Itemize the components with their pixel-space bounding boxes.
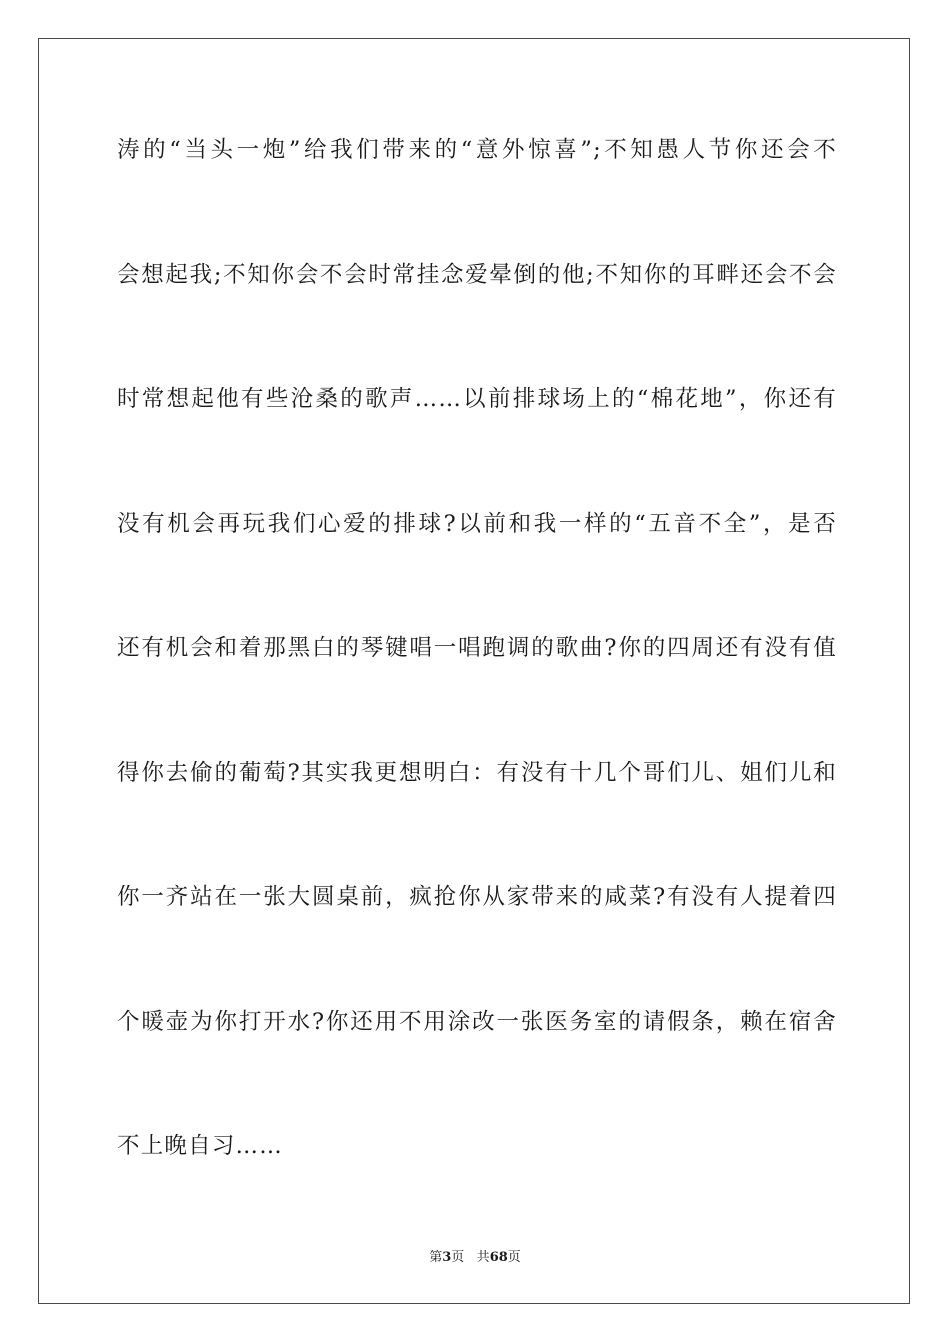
text-line: 你一齐站在一张大圆桌前，疯抢你从家带来的咸菜?有没有人提着四 bbox=[117, 884, 837, 910]
page-suffix: 页 bbox=[451, 1250, 465, 1265]
text-line: 还有机会和着那黑白的琴键唱一唱跑调的歌曲?你的四周还有没有值 bbox=[117, 635, 837, 661]
total-prefix: 共 bbox=[476, 1250, 490, 1265]
text-line: 得你去偷的葡萄?其实我更想明白：有没有十几个哥们儿、姐们儿和 bbox=[117, 759, 837, 786]
text-line: 没有机会再玩我们心爱的排球?以前和我一样的“五音不全”，是否 bbox=[117, 510, 837, 537]
document-body bbox=[117, 120, 837, 1241]
text-line: 时常想起他有些沧桑的歌声……以前排球场上的“棉花地”，你还有 bbox=[117, 386, 837, 412]
total-pages: 68 bbox=[489, 1250, 508, 1265]
page-prefix: 第 bbox=[429, 1250, 443, 1265]
page-number: 3 bbox=[442, 1250, 452, 1265]
total-suffix: 页 bbox=[507, 1250, 521, 1265]
text-line-last: 不上晚自习…… bbox=[117, 1133, 283, 1159]
text-line: 个暖壶为你打开水?你还用不用涂改一张医务室的请假条，赖在宿舍 bbox=[117, 1008, 837, 1035]
page-footer bbox=[0, 1246, 950, 1265]
text-line: 会想起我;不知你会不会时常挂念爱晕倒的他;不知你的耳畔还会不会 bbox=[117, 261, 837, 288]
text-line: 涛的“当头一炮”给我们带来的“意外惊喜”;不知愚人节你还会不 bbox=[117, 137, 837, 163]
